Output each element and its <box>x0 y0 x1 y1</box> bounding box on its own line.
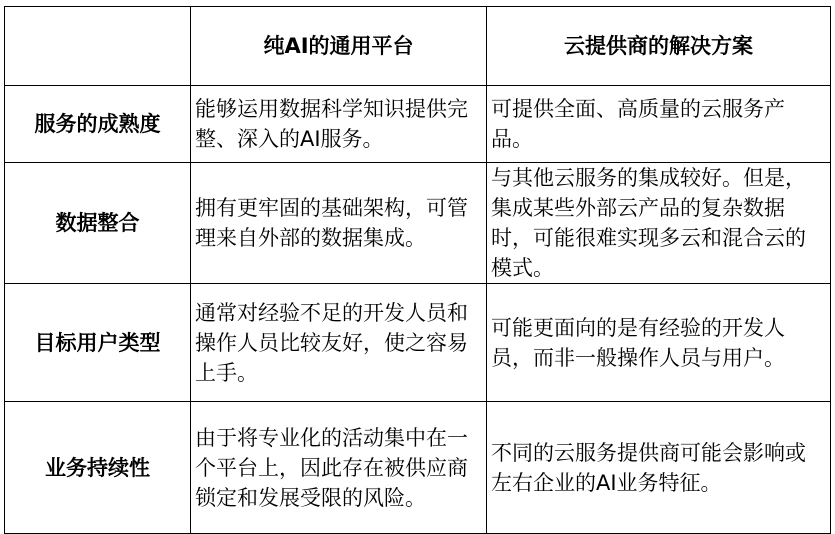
table-row <box>5 402 831 534</box>
comparison-table <box>4 6 831 534</box>
table-row <box>5 284 831 402</box>
row-label: 目标用户类型 <box>5 284 191 402</box>
table-row <box>5 86 831 163</box>
general-platform-cell: 由于将专业化的活动集中在一个平台上，因此存在被供应商锁定和发展受限的风险。 <box>191 402 487 534</box>
general-platform-cell: 能够运用数据科学知识提供完整、深入的AI服务。 <box>191 86 487 163</box>
header-general-platform: 纯AI的通用平台 <box>191 7 487 86</box>
row-label: 数据整合 <box>5 163 191 284</box>
header-row <box>5 7 831 86</box>
general-platform-cell: 通常对经验不足的开发人员和操作人员比较友好，使之容易上手。 <box>191 284 487 402</box>
general-platform-cell: 拥有更牢固的基础架构，可管理来自外部的数据集成。 <box>191 163 487 284</box>
cloud-provider-cell: 可提供全面、高质量的云服务产品。 <box>487 86 831 163</box>
cloud-provider-cell: 可能更面向的是有经验的开发人员，而非一般操作人员与用户。 <box>487 284 831 402</box>
header-corner <box>5 7 191 86</box>
cloud-provider-cell: 不同的云服务提供商可能会影响或左右企业的AI业务特征。 <box>487 402 831 534</box>
cloud-provider-cell: 与其他云服务的集成较好。但是，集成某些外部云产品的复杂数据时，可能很难实现多云和混合云的模式。 <box>487 163 831 284</box>
header-cloud-provider: 云提供商的解决方案 <box>487 7 831 86</box>
table-row <box>5 163 831 284</box>
row-label: 服务的成熟度 <box>5 86 191 163</box>
row-label: 业务持续性 <box>5 402 191 534</box>
